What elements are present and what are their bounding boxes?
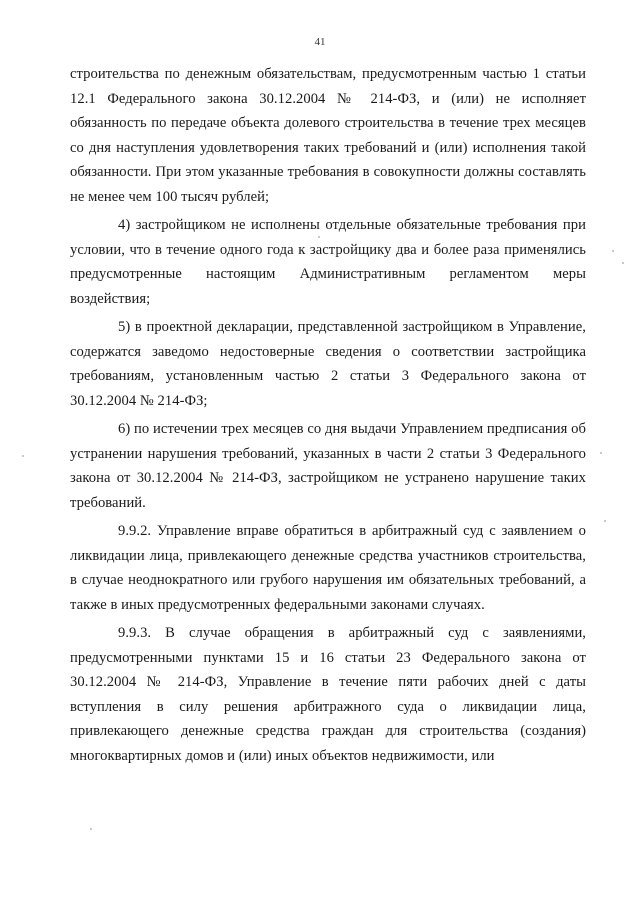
paragraph-item-5: 5) в проектной декларации, представленной застройщиком в Управление, содержатся заведомо недостоверные сведения о соответствии застройщика требованиям, установленным частью 2 статьи 3 Федерального закона от 30.12.2004 № 214-ФЗ; — [70, 319, 586, 409]
page-number: 41 — [314, 36, 326, 48]
scan-speck — [622, 262, 624, 264]
scan-speck — [600, 452, 602, 454]
scan-speck — [318, 236, 320, 238]
scan-speck — [612, 250, 614, 252]
paragraph-clause-9-9-3: 9.9.3. В случае обращения в арбитражный суд с заявлениями, предусмотренными пунктами 15 и 16 статьи 23 Федерального закона от 30.12.2004 № 214-ФЗ, Управление в течение пяти рабочих дней с даты вступления в силу решения арбитражного суда о ликвидации лица, привлекающего денежные средства граждан для строительства (создания) многоквартирных домов и (или) иных объектов недвижимости, или — [70, 625, 586, 764]
scan-speck — [604, 520, 606, 522]
paragraph-continuation: строительства по денежным обязательствам, предусмотренным частью 1 статьи 12.1 Федерального закона 30.12.2004 № 214-ФЗ, и (или) не исполняет обязанность по передаче объекта долевого строительства в течение трех месяцев со дня наступления удовлетворения таких требований и (или) исполнения такой обязанности. При этом указанные требования в совокупности должны составлять не менее чем 100 тысяч рублей; — [70, 66, 586, 205]
paragraph-clause-9-9-2: 9.9.2. Управление вправе обратиться в арбитражный суд с заявлением о ликвидации лица, привлекающего денежные средства участников строительства, в случае неоднократного или грубого нарушения им обязательных требований, а также в иных предусмотренных федеральными законами случаях. — [70, 523, 586, 613]
paragraph-item-6: 6) по истечении трех месяцев со дня выдачи Управлением предписания об устранении нарушения требований, указанных в части 2 статьи 3 Федерального закона от 30.12.2004 № 214-ФЗ, застройщиком не устранено нарушение таких требований. — [70, 421, 586, 511]
paragraph-item-4: 4) застройщиком не исполнены отдельные обязательные требования при условии, что в течение одного года к застройщику два и более раза применялись предусмотренные настоящим Административным регламентом меры воздействия; — [70, 217, 586, 307]
document-body — [70, 62, 586, 768]
scan-speck — [22, 455, 24, 457]
scan-speck — [90, 828, 92, 830]
